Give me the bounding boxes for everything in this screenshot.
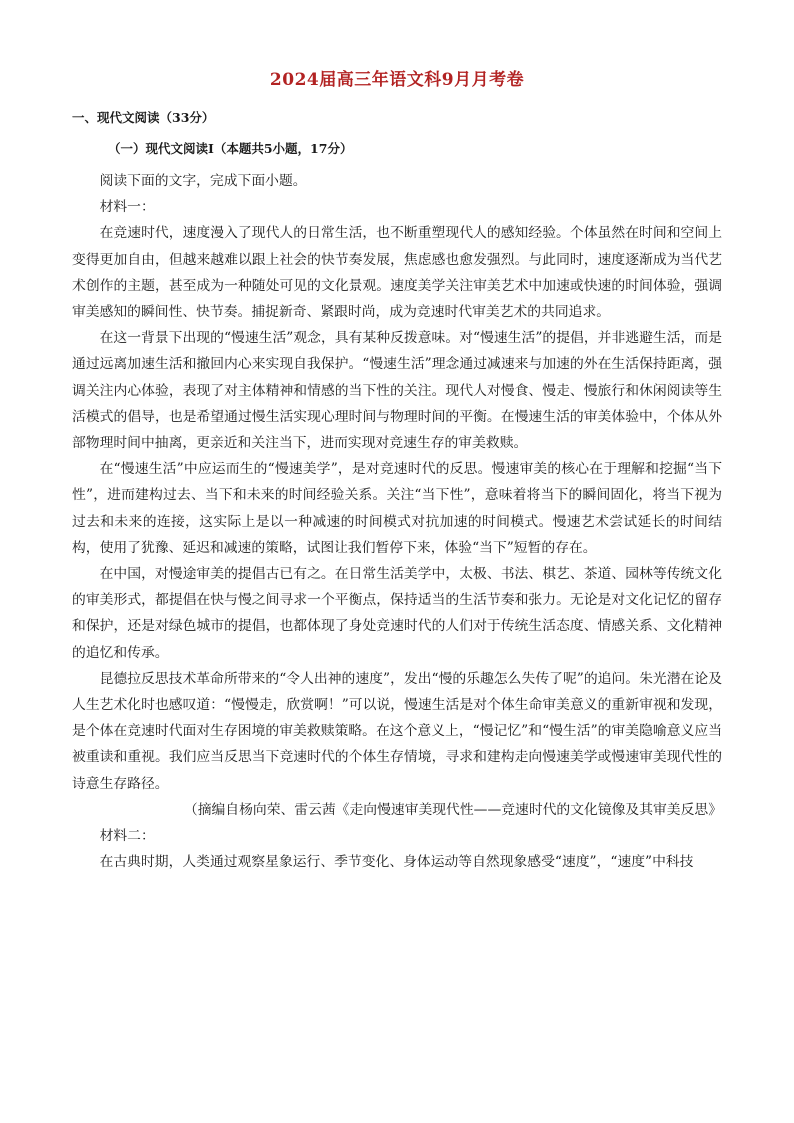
passage-paragraph: 在“慢速生活”中应运而生的“慢速美学”，是对竞速时代的反思。慢速审美的核心在于理解和挖掘“当下性”，进而建构过去、当下和未来的时间经验关系。关注“当下性”，意味着将当下的瞬间固化，将当下视为过去和未来的连接，这实际上是以一种减速的时间模式对抗加速的时间模式。慢速艺术尝试延长的时间结构，使用了犹豫、延迟和减速的策略，试图让我们暂停下来，体验“当下”短暂的存在。 (72, 461, 722, 556)
passage-paragraph: 在竞速时代，速度漫入了现代人的日常生活，也不断重塑现代人的感知经验。个体虽然在时间和空间上变得更加自由，但越来越难以跟上社会的快节奏发展，焦虑感也愈发强烈。与此同时，速度逐渐成为当代艺术创作的主题，甚至成为一种随处可见的文化景观。速度美学关注审美艺术中加速或快速的时间体验，强调审美感知的瞬间性、快节奏。捕捉新奇、紧跟时尚，成为竞速时代审美艺术的共同追求。 (72, 225, 722, 321)
passage-paragraph: 在古典时期，人类通过观察星象运行、季节变化、身体运动等自然现象感受“速度”，“速度”中科技 (99, 854, 694, 871)
exam-title: 2024届高三年语文科9月月考卷 (269, 70, 525, 90)
section-heading: 一、现代文阅读（33分） (72, 110, 215, 125)
passage-paragraph: 在这一背景下出现的“慢速生活”观念，具有某种反拨意味。对“慢速生活”的提倡，并非逃避生活，而是通过远离加速生活和撤回内心来实现自我保护。“慢速生活”理念通过减速来与加速的外在生活保持距离，强调关注内心体验，表现了对主体精神和情感的当下性的关注。现代人对慢食、慢走、慢旅行和休闲阅读等生活模式的倡导，也是希望通过慢生活实现心理时间与物理时间的平衡。在慢速生活的审美体验中，个体从外部物理时间中抽离，更亲近和关注当下，进而实现对竞速生存的审美救赎。 (72, 330, 722, 452)
material-one-label: 材料一： (99, 199, 155, 216)
subsection-heading: （一）现代文阅读Ⅰ（本题共5小题，17分） (108, 141, 353, 156)
instruction-text: 阅读下面的文字，完成下面小题。 (99, 173, 307, 189)
passage-paragraph: 昆德拉反思技术革命所带来的“令人出神的速度”，发出“慢的乐趣怎么失传了呢”的追问。朱光潜在论及人生艺术化时也感叹道：“慢慢走，欣赏啊！”可以说，慢速生活是对个体生命审美意义的重新审视和发现，是个体在竞速时代面对生存困境的审美救赎策略。在这个意义上，“慢记忆”和“慢生活”的审美隐喻意义应当被重读和重视。我们应当反思当下竞速时代的个体生存情境，寻求和建构走向慢速美学或慢速审美现代性的诗意生存路径。 (72, 670, 722, 792)
reading-passage (72, 168, 722, 875)
source-citation: （摘编自杨向荣、雷云茜《走向慢速审美现代性——竞速时代的文化镜像及其审美反思》 (183, 801, 722, 818)
passage-paragraph: 在中国，对慢途审美的提倡古已有之。在日常生活美学中，太极、书法、棋艺、茶道、园林等传统文化的审美形式，都提倡在快与慢之间寻求一个平衡点，保持适当的生活节奏和张力。无论是对文化记忆的留存和保护，还是对绿色城市的提倡，也都体现了身处竞速时代的人们对于传统生活态度、情感关系、文化精神的追忆和传承。 (72, 566, 722, 661)
material-two-label: 材料二： (99, 828, 155, 845)
